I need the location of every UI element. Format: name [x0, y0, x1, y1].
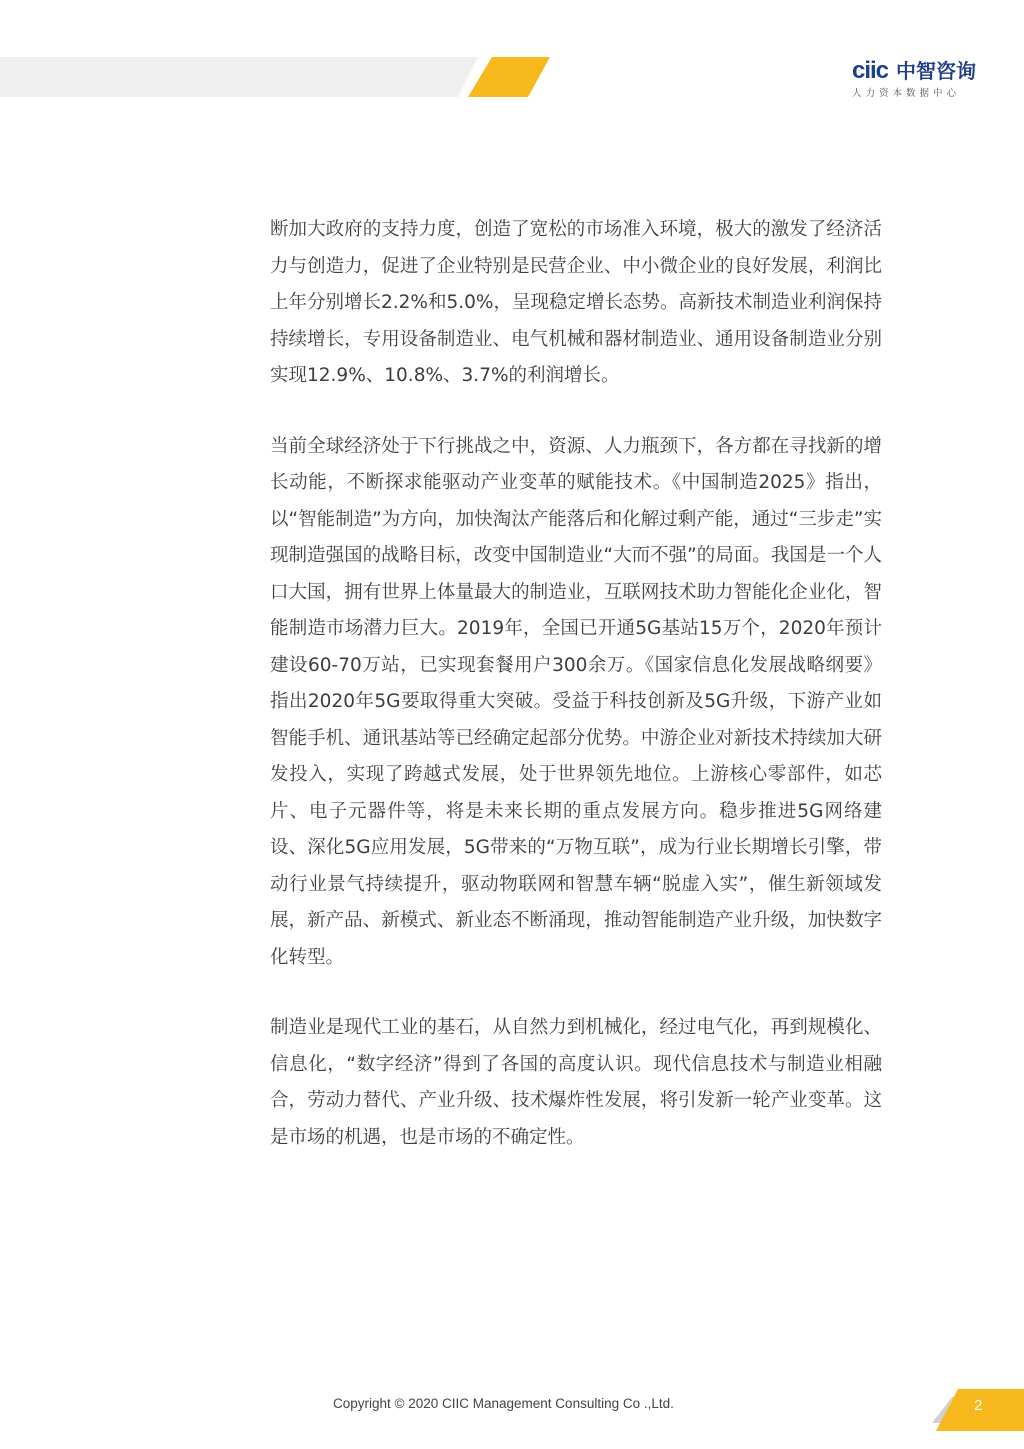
paragraph-3: 制造业是现代工业的基石，从自然力到机械化，经过电气化，再到规模化、信息化，“数字经济”得到了各国的高度认识。现代信息技术与制造业相融合，劳动力替代、产业升级、技术爆炸性发展，将引发新一轮产业变革。这是市场的机遇，也是市场的不确定性。 — [270, 1017, 882, 1148]
header-band-graphic — [0, 57, 550, 97]
page-number: 2 — [974, 1397, 983, 1414]
paragraph-1: 断加大政府的支持力度，创造了宽松的市场准入环境，极大的激发了经济活力与创造力，促进了企业特别是民营企业、中小微企业的良好发展，利润比上年分别增长2.2%和5.0%，呈现稳定增长态势。高新技术制造业利润保持持续增长，专用设备制造业、电气机械和器材制造业、通用设备制造业分别实现12.9%、10.8%、3.7%的利润增长。 — [270, 219, 883, 386]
header-decor-band — [0, 57, 550, 97]
logo-name: 中智咨询 — [896, 59, 976, 83]
company-logo — [838, 58, 988, 102]
body-text — [270, 212, 882, 1190]
logo-mark: ciic — [852, 57, 889, 84]
logo-tagline: 人力资本数据中心 — [852, 88, 961, 99]
footer-copyright: Copyright © 2020 CIIC Management Consulting Co .,Ltd. — [333, 1396, 674, 1411]
paragraph-2: 当前全球经济处于下行挑战之中，资源、人力瓶颈下，各方都在寻找新的增长动能，不断探求能驱动产业变革的赋能技术。《中国制造2025》指出，以“智能制造”为方向，加快淘汰产能落后和化解过剩产能，通过“三步走”实现制造强国的战略目标，改变中国制造业“大而不强”的局面。我国是一个人口大国，拥有世界上体量最大的制造业，互联网技术助力智能化企业化，智能制造市场潜力巨大。2019年，全国已开通5G基站15万个，2020年预计建设60-70万站，已实现套餐用户300余万。《国家信息化发展战略纲要》指出2020年5G要取得重大突破。受益于科技创新及5G升级，下游产业如智能手机、通讯基站等已经确定起部分优势。中游企业对新技术持续加大研发投入，实现了跨越式发展，处于世界领先地位。上游核心零部件，如芯片、电子元器件等，将是未来长期的重点发展方向。稳步推进5G网络建设、深化5G应用发展，5G带来的“万物互联”，成为行业长期增长引擎，带动行业景气持续提升，驱动物联网和智慧车辆“脱虚入实”，催生新领域发展，新产品、新模式、新业态不断涌现，推动智能制造产业升级，加快数字化转型。 — [270, 435, 882, 968]
